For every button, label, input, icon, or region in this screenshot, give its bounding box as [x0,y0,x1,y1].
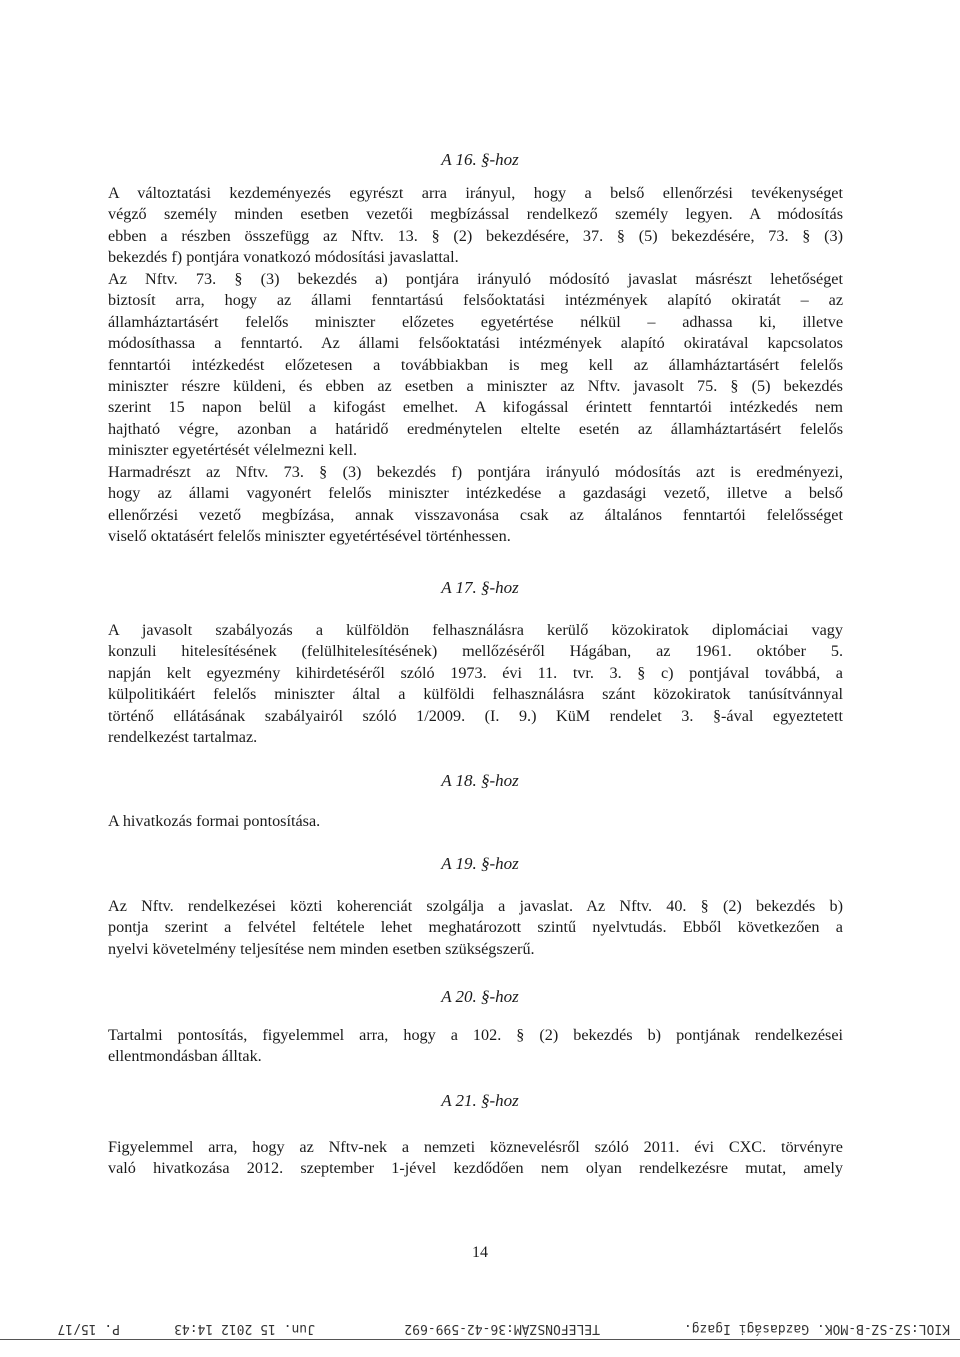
text-line: Figyelemmel arra, hogy az Nftv-nek a nemzeti köznevelésről szóló 2011. évi CXC. törvényre [108,1138,843,1156]
paragraph-16-3 [108,462,843,548]
section-heading-17: A 17. §-hoz [441,578,519,597]
text-line: pontja szerint a felvétel feltétele lehet meghatározott szintű nyelvtudás. Ebből következően a [108,918,843,937]
paragraph-21 [108,1137,843,1180]
text-line: Az Nftv. 73. § (3) bekezdés a) pontjára irányuló módosító javaslat másrészt lehetőséget [108,270,843,288]
text-line: hogy az állami vagyonért felelős miniszter intézkedése a gazdasági vezető, illetve a belső [108,484,843,503]
text-line: napján kelt egyezmény kihirdetéséről szóló 1973. évi 11. tvr. 3. § c) pontjával továbbá, a [108,663,843,682]
text-line: végző személy minden esetben vezetői megbízással rendelkező személy legyen. A módosítás [108,205,843,224]
paragraph-17 [108,620,843,748]
text-line: konzuli hitelesítésének (felülhitelesítésének) mellőzéséről Hágában, az 1961. október 5. [108,642,843,661]
text-line: miniszter részre küldeni, és ebben az esetben a miniszter az Nftv. javasolt 75. § (5) bekezdés [108,377,843,396]
text-line: való hivatkozása 2012. szeptember 1-jével kezdődően nem olyan rendelkezésre mutat, amely [108,1159,843,1178]
section-heading-21: A 21. §-hoz [441,1091,519,1110]
text-line: Tartalmi pontosítás, figyelemmel arra, hogy a 102. § (2) bekezdés b) pontjának rendelkezései [108,1026,843,1044]
text-line: történő ellátásának szabályairól szóló 1/2009. (I. 9.) KüM rendelet 3. §-ával egyeztetett [108,706,843,725]
paragraph-16-2 [108,269,843,462]
text-line: Az Nftv. rendelkezései közti koherenciát szolgálja a javaslat. Az Nftv. 40. § (2) bekezdés b) [108,897,843,915]
fax-sender: KIOL:SZ-SZ-B-MOK. Gazdasági Igazg. [683,1321,950,1336]
text-line: miniszter egyetértését vélelmezni kell. [108,441,358,460]
text-line: A javasolt szabályozás a külföldön felhasználásra kerülő közokiratok diplomáciai vagy [108,621,843,639]
fax-page: P. 15/17 [57,1321,120,1336]
fax-phone: TELEFONSZÁM:36-42-599-692 [404,1321,600,1336]
fax-header-rule [0,1339,960,1340]
text-line: szerint 15 napon belül a kifogást emelhet. A kifogással érintett fenntartói intézkedés nem [108,398,843,417]
paragraph-18 [108,811,843,832]
text-line: ebben a részben összefügg az Nftv. 13. § (2) bekezdésére, 37. § (5) bekezdésére, 73. § (3) [108,226,843,245]
text-line: A változtatási kezdeményezés egyrészt arra irányul, hogy a belső ellenőrzési tevékenységet [108,184,843,202]
paragraph-20 [108,1025,843,1068]
section-heading-16: A 16. §-hoz [441,150,519,169]
text-line: A hivatkozás formai pontosítása. [108,812,321,830]
fax-header-strip [0,1312,960,1342]
fax-datetime: Jun. 15 2012 14:43 [174,1321,315,1336]
text-line: nyelvi követelmény teljesítése nem minden esetben szükségszerű. [108,939,535,958]
section-heading-18: A 18. §-hoz [441,771,519,790]
page-number: 14 [472,1244,488,1261]
text-line: rendelkezést tartalmaz. [108,728,258,747]
text-line: bekezdés f) pontjára vonatkozó módosítási javaslattal. [108,248,459,267]
section-heading-19: A 19. §-hoz [441,854,519,873]
text-line: viselő oktatásért felelős miniszter egyetértésével történhessen. [108,527,511,546]
text-line: biztosít arra, hogy az állami fenntartású felsőoktatási intézmények alapító okiratát – az [108,291,843,310]
text-line: ellenőrzési vezető megbízása, annak visszavonása csak az általános fenntartói felelősséget [108,505,843,524]
text-line: külpolitikáért felelős miniszter által a külföldi felhasználásra szánt közokiratok tanúsítvánnyal [108,685,843,704]
text-line: hajtható végre, azonban a határidő eredménytelen eltelte esetén az államháztartásért felelős [108,419,843,438]
text-line: módosíthassa a fenntartó. Az állami felsőoktatási intézmények alapító okiratával kapcsolatos [108,334,843,353]
paragraph-16-1 [108,183,843,269]
text-line: Harmadrészt az Nftv. 73. § (3) bekezdés f) pontjára irányuló módosítás azt is eredményezi, [108,463,843,481]
text-line: államháztartásért felelős miniszter előzetes egyetértése nélkül – adhassa ki, illetve [108,312,843,331]
section-heading-20: A 20. §-hoz [441,987,519,1006]
text-line: fenntartói intézkedést előzetesen a továbbiakban is meg kell az államháztartásért felelős [108,355,843,374]
paragraph-19 [108,896,843,960]
text-line: ellentmondásban álltak. [108,1047,262,1066]
